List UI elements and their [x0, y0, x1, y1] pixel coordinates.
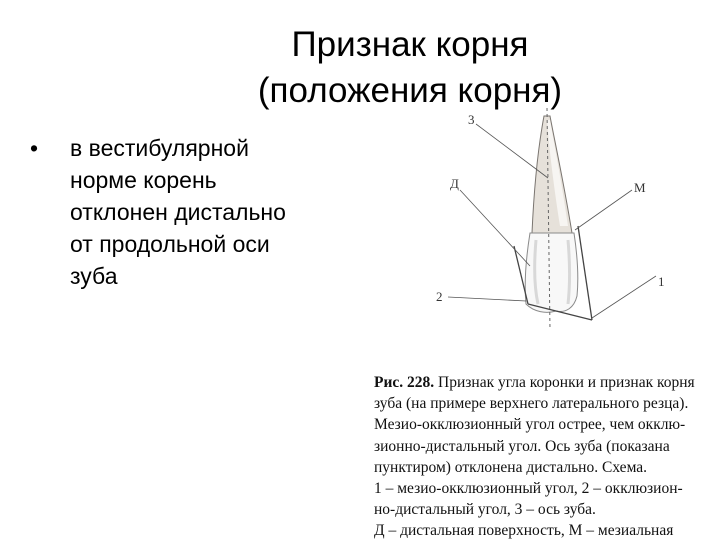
title-line-1: Признак корня	[291, 25, 529, 64]
label-distal: Д	[450, 176, 459, 191]
leader-mesial	[575, 190, 632, 230]
caption-line-6: 1 – мезио-окклюзионный угол, 2 – окклюзион-	[374, 480, 683, 498]
caption-line-3: Мезио-окклюзионный угол острее, чем окклю-	[374, 416, 686, 434]
caption-line-1-text: Признак угла коронки и признак корня	[438, 374, 695, 391]
caption-line-5: пунктиром) отклонена дистально. Схема.	[374, 458, 648, 476]
bullet-line-4: от продольной оси	[70, 231, 270, 257]
title-line-2: (положения корня)	[257, 71, 563, 110]
leader-distal	[460, 190, 530, 266]
caption-line-2: зуба (на примере верхнего латерального резца).	[374, 395, 689, 413]
bullet-line-2: норме корень	[70, 167, 217, 193]
bullet-line-1: в вестибулярной	[70, 135, 249, 161]
figure-caption	[374, 372, 720, 540]
caption-fig-ref: Рис. 228.	[374, 374, 435, 391]
leader-angle-2	[448, 297, 526, 301]
caption-line-1	[374, 372, 720, 393]
bullet-line-5: зуба	[70, 263, 118, 289]
label-angle-2: 2	[436, 289, 443, 304]
label-mesial: М	[634, 180, 646, 195]
bullet-list	[30, 132, 360, 292]
label-axis: 3	[468, 112, 475, 127]
caption-line-8: Д – дистальная поверхность, М – мезиальная	[374, 522, 674, 540]
leader-angle-1	[592, 276, 656, 318]
mesial-surface-line	[578, 226, 592, 320]
caption-line-7: но-дистальный угол, 3 – ось зуба.	[374, 501, 596, 519]
bullet-line-3: отклонен дистально	[70, 199, 286, 225]
tooth-diagram	[420, 108, 680, 333]
leader-axis	[476, 124, 548, 178]
bullet-text	[70, 132, 286, 292]
slide-title	[150, 22, 670, 114]
caption-line-4: зионно-дистальный угол. Ось зуба (показана	[374, 437, 670, 455]
bullet-dot: •	[30, 135, 39, 161]
label-angle-1: 1	[658, 274, 665, 289]
bullet-item	[30, 132, 360, 292]
